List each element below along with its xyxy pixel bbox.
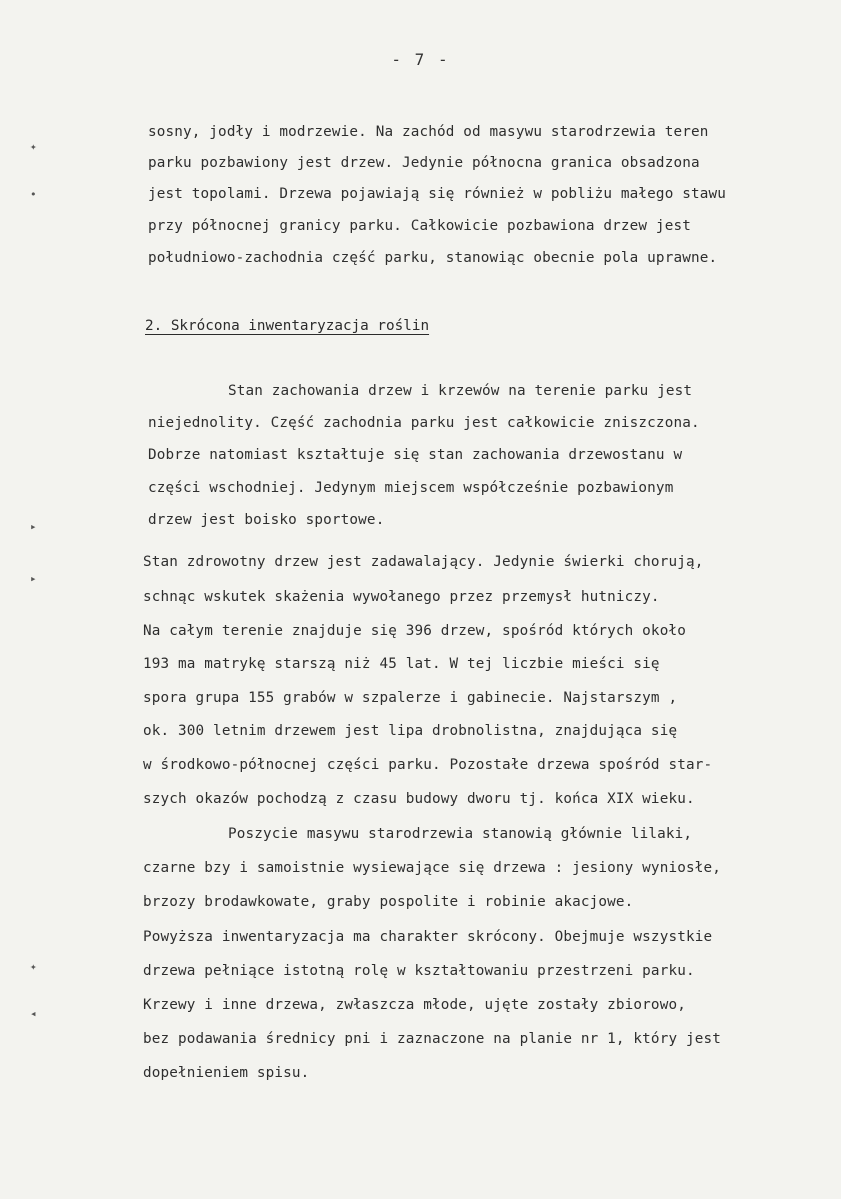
text-line: przy północnej granicy parku. Całkowicie pozbawiona drzew jest	[148, 218, 691, 234]
margin-mark: ▸	[30, 520, 37, 533]
page-number: - 7 -	[391, 50, 450, 69]
margin-mark: ◂	[30, 1007, 37, 1020]
text-line: południowo-zachodnia część parku, stanowiąc obecnie pola uprawne.	[148, 250, 718, 266]
text-line: brzozy brodawkowate, graby pospolite i robinie akacjowe.	[143, 894, 634, 910]
text-line: schnąc wskutek skażenia wywołanego przez przemysł hutniczy.	[143, 589, 660, 605]
text-line: ok. 300 letnim drzewem jest lipa drobnolistna, znajdująca się	[143, 723, 678, 739]
text-line: Stan zdrowotny drzew jest zadawalający. Jedynie świerki chorują,	[143, 554, 704, 570]
text-line: drzewa pełniące istotną rolę w kształtowaniu przestrzeni parku.	[143, 963, 695, 979]
text-line: parku pozbawiony jest drzew. Jedynie północna granica obsadzona	[148, 155, 700, 171]
text-line: czarne bzy i samoistnie wysiewające się drzewa : jesiony wyniosłe,	[143, 860, 721, 876]
text-line: Dobrze natomiast kształtuje się stan zachowania drzewostanu w	[148, 447, 683, 463]
text-line: Poszycie masywu starodrzewia stanowią głównie lilaki,	[228, 826, 693, 842]
text-line: Na całym terenie znajduje się 396 drzew, spośród których około	[143, 623, 686, 639]
text-line: Powyższa inwentaryzacja ma charakter skrócony. Obejmuje wszystkie	[143, 929, 713, 945]
text-line: w środkowo-północnej części parku. Pozostałe drzewa spośród star-	[143, 757, 713, 773]
section-heading: 2. Skrócona inwentaryzacja roślin	[145, 318, 430, 334]
text-line: szych okazów pochodzą z czasu budowy dworu tj. końca XIX wieku.	[143, 791, 695, 807]
margin-mark: ▸	[30, 572, 37, 585]
margin-mark: ✦	[30, 960, 37, 973]
margin-mark: •	[30, 188, 37, 201]
text-line: niejednolity. Część zachodnia parku jest całkowicie zniszczona.	[148, 415, 700, 431]
text-line: Krzewy i inne drzewa, zwłaszcza młode, ujęte zostały zbiorowo,	[143, 997, 686, 1013]
margin-mark: ✦	[30, 140, 37, 153]
text-line: bez podawania średnicy pni i zaznaczone na planie nr 1, który jest	[143, 1031, 721, 1047]
text-line: dopełnieniem spisu.	[143, 1065, 310, 1081]
text-line: jest topolami. Drzewa pojawiają się również w pobliżu małego stawu	[148, 186, 726, 202]
text-line: części wschodniej. Jedynym miejscem współcześnie pozbawionym	[148, 480, 674, 496]
text-line: spora grupa 155 grabów w szpalerze i gabinecie. Najstarszym ,	[143, 690, 678, 706]
text-line: sosny, jodły i modrzewie. Na zachód od masywu starodrzewia teren	[148, 124, 709, 140]
text-line: Stan zachowania drzew i krzewów na terenie parku jest	[228, 383, 693, 399]
text-line: drzew jest boisko sportowe.	[148, 512, 385, 528]
text-line: 193 ma matrykę starszą niż 45 lat. W tej liczbie mieści się	[143, 656, 660, 672]
